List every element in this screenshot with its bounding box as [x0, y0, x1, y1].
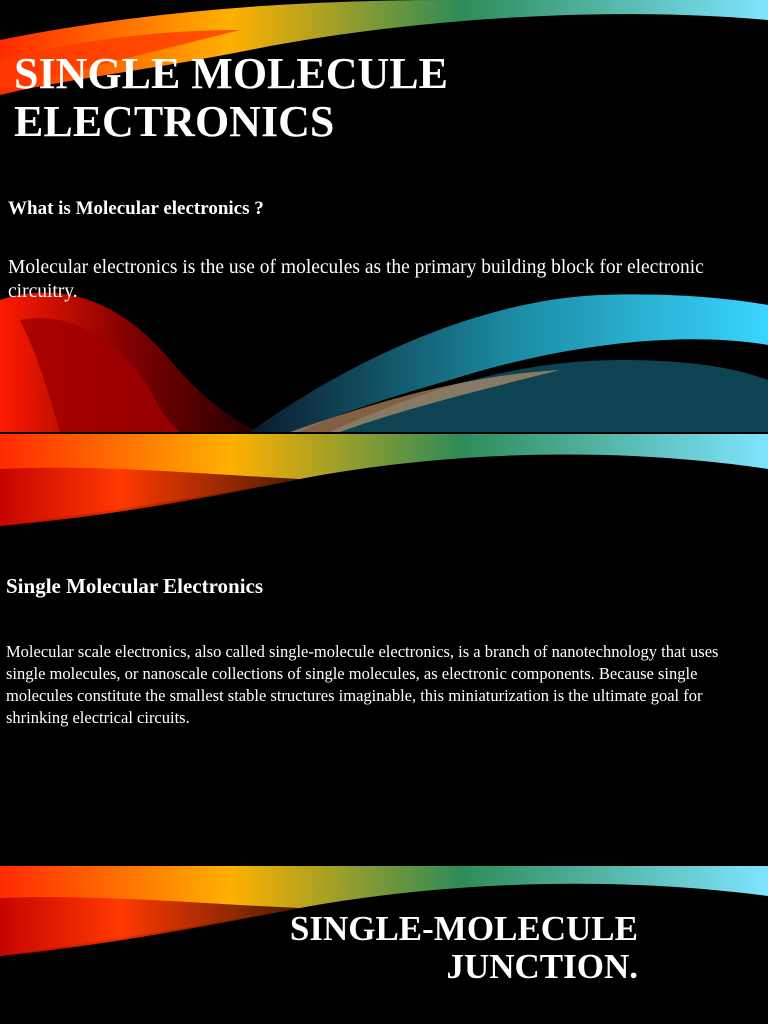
slide-1-body: Molecular electronics is the use of molecules as the primary building block for electronic circuitry. — [8, 257, 704, 302]
slide-2-body: Molecular scale electronics, also called single-molecule electronics, is a branch of nanotechnology that uses single molecules, or nanoscale collections of single molecules, as electronic components. Because single molecules constitute the smallest stable structures imaginable, this miniaturization is the ultimate goal for shrinking electrical circuits. — [6, 642, 719, 727]
slide-1-title — [14, 50, 448, 147]
slide-1-title-line-2: ELECTRONICS — [14, 97, 335, 147]
slide-2 — [0, 434, 768, 864]
slide-3-title-line-1: SINGLE-MOLECULE — [289, 909, 638, 948]
slide-3 — [0, 866, 768, 1024]
slide-2-swoosh-graphic — [0, 434, 768, 554]
slide-1-title-line-1: SINGLE MOLECULE — [14, 49, 448, 98]
slide-1-question: What is Molecular electronics ? — [8, 198, 264, 219]
slide-3-title — [290, 910, 638, 986]
slide-2-heading: Single Molecular Electronics — [6, 574, 264, 598]
slide-1 — [0, 0, 768, 432]
slide-3-title-line-2: JUNCTION. — [446, 946, 638, 986]
